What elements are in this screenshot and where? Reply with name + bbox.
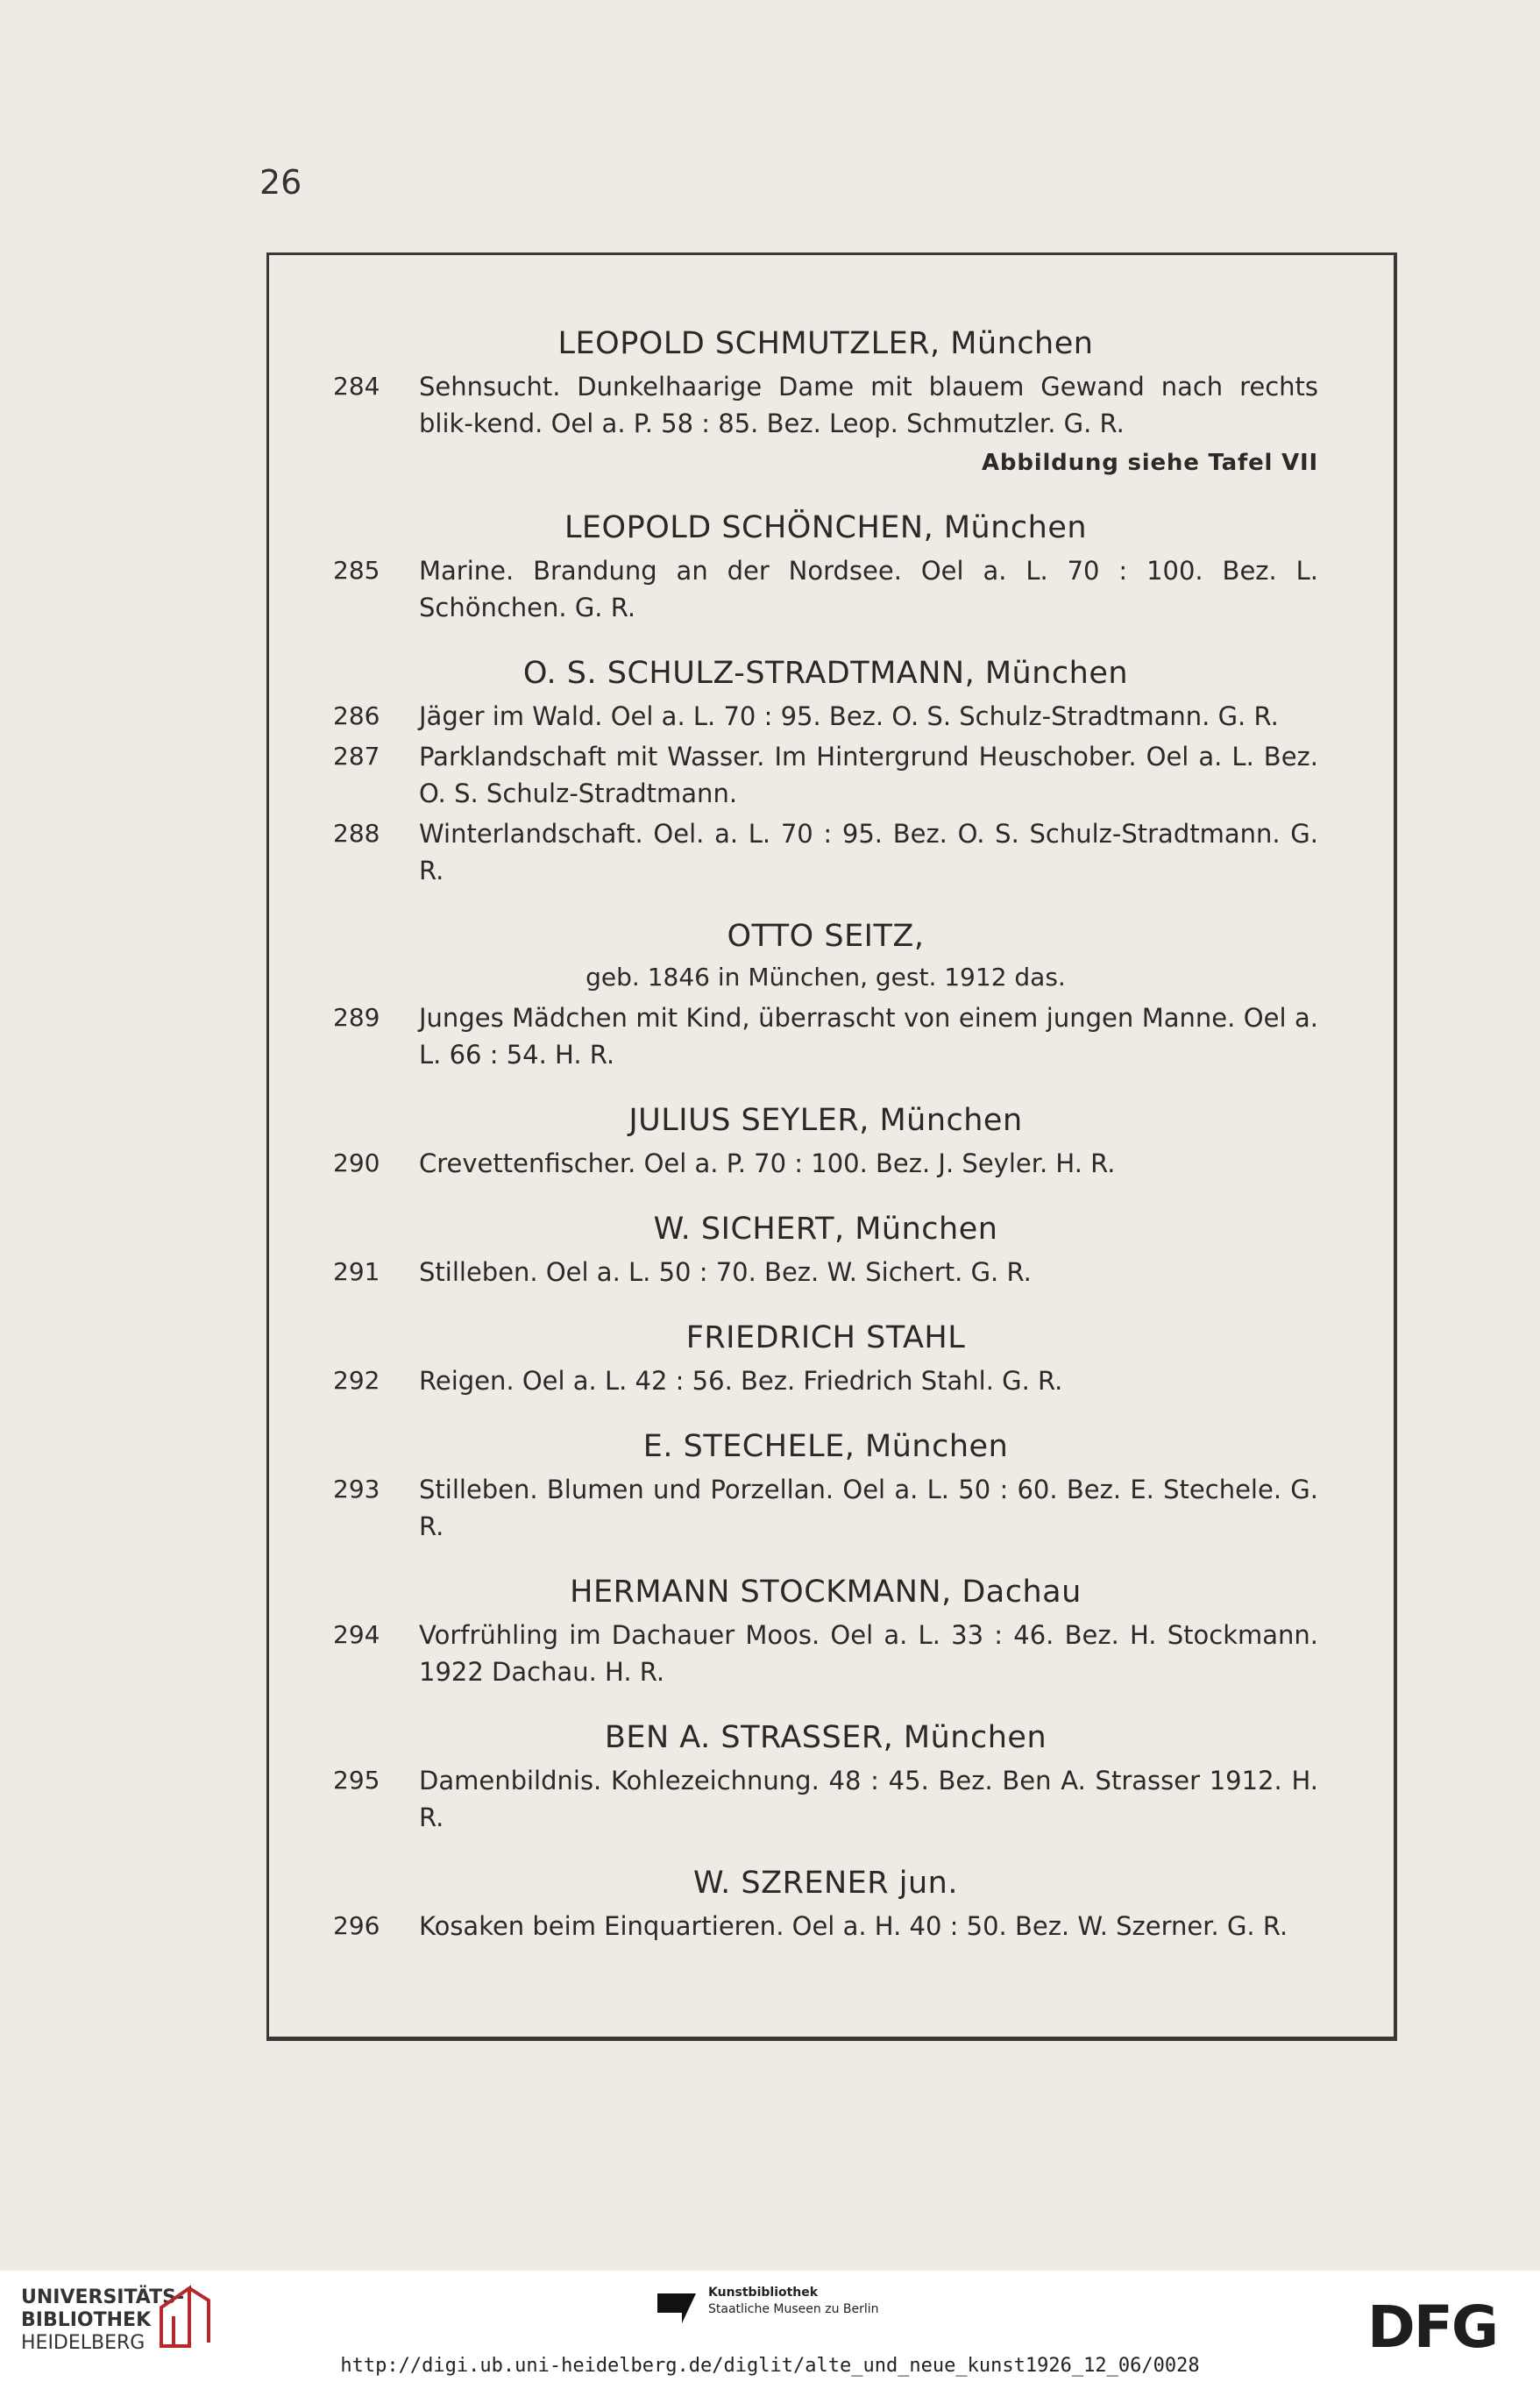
artist-heading: JULIUS SEYLER, München [628,1103,1023,1138]
kb-line1: Kunstbibliothek [708,2286,819,2300]
entry-description: Stilleben. Oel a. L. 50 : 70. Bez. W. Sichert. G. R. [419,1257,1032,1287]
catalog-entry [333,1762,1318,1836]
entry-number: 292 [333,1366,380,1395]
artist-heading: FRIEDRICH STAHL [685,1320,966,1355]
ub-logo-mark-icon [154,2281,216,2353]
source-url[interactable]: http://digi.ub.uni-heidelberg.de/diglit/alte_und_neue_kunst1926_12_06/0028 [340,2355,1200,2377]
catalog-entry [333,552,1318,626]
entry-number: 293 [333,1475,380,1504]
entry-description: Reigen. Oel a. L. 42 : 56. Bez. Friedrich Stahl. G. R. [419,1366,1063,1396]
illustration-note: Abbildung siehe Tafel VII [982,450,1318,476]
artist-heading: LEOPOLD SCHÖNCHEN, München [564,510,1088,545]
catalog-entry [333,1362,1318,1399]
catalog-content [333,324,1318,1945]
catalog-entry [333,368,1318,442]
catalog-entry [333,999,1318,1073]
catalog-entry [333,815,1318,889]
catalog-entry [333,1471,1318,1545]
entry-description: Jäger im Wald. Oel a. L. 70 : 95. Bez. O. S. Schulz-Stradtmann. G. R. [419,701,1279,731]
entry-number: 288 [333,819,380,848]
entry-description: Kosaken beim Einquartieren. Oel a. H. 40 : 50. Bez. W. Szerner. G. R. [419,1911,1288,1941]
entry-description: Marine. Brandung an der Nordsee. Oel a. L. 70 : 100. Bez. L. Schönchen. G. R. [419,556,1318,622]
entry-number: 294 [333,1620,380,1649]
entry-description: Parklandschaft mit Wasser. Im Hintergrund Heuschober. Oel a. L. Bez. O. S. Schulz-Stradtmann. [419,742,1318,808]
kb-line2: Staatliche Museen zu Berlin [708,2302,879,2316]
catalog-entry [333,698,1318,735]
entry-number: 295 [333,1766,380,1795]
entry-number: 296 [333,1911,380,1940]
catalog-entry [333,1145,1318,1182]
dfg-logo[interactable]: DFG [1367,2293,1498,2361]
entry-description: Sehnsucht. Dunkelhaarige Dame mit blauem Gewand nach rechts blik-kend. Oel a. P. 58 : 85. Bez. Leop. Schmutzler. G. R. [419,372,1318,438]
ub-logo-line3: HEIDELBERG [21,2332,145,2354]
entry-description: Crevettenfischer. Oel a. P. 70 : 100. Bez. J. Seyler. H. R. [419,1148,1116,1178]
entry-description: Damenbildnis. Kohlezeichnung. 48 : 45. Bez. Ben A. Strasser 1912. H. R. [419,1766,1318,1832]
entry-description: Vorfrühling im Dachauer Moos. Oel a. L. 33 : 46. Bez. H. Stockmann. 1922 Dachau. H. R. [419,1620,1318,1687]
artist-heading: OTTO SEITZ, [727,919,925,954]
artist-heading: BEN A. STRASSER, München [604,1720,1047,1755]
catalog-entry [333,1617,1318,1690]
kunstbibliothek-logo[interactable] [657,2285,879,2327]
ub-logo-line1: UNIVERSITÄTS- [21,2286,185,2308]
artist-heading: W. SICHERT, München [653,1212,998,1247]
entry-number: 291 [333,1257,380,1286]
artist-heading: HERMANN STOCKMANN, Dachau [570,1575,1082,1610]
catalog-entry [333,738,1318,812]
artist-subtitle: geb. 1846 in München, gest. 1912 das. [585,963,1066,992]
entry-description: Winterlandschaft. Oel. a. L. 70 : 95. Bez. O. S. Schulz-Stradtmann. G. R. [419,819,1318,885]
entry-number: 290 [333,1148,380,1177]
footer-bar [0,2271,1540,2382]
ub-logo-line2: BIBLIOTHEK [21,2309,152,2331]
entry-description: Junges Mädchen mit Kind, überrascht von einem jungen Manne. Oel a. L. 66 : 54. H. R. [419,1003,1318,1070]
artist-heading: W. SZRENER jun. [693,1866,958,1901]
entry-number: 285 [333,556,380,585]
artist-heading: LEOPOLD SCHMUTZLER, München [557,326,1094,361]
entry-number: 289 [333,1003,380,1032]
kunstbibliothek-mark-icon [657,2285,696,2327]
entry-description: Stilleben. Blumen und Porzellan. Oel a. L. 50 : 60. Bez. E. Stechele. G. R. [419,1475,1318,1541]
entry-number: 286 [333,701,380,730]
artist-heading: E. STECHELE, München [642,1429,1009,1464]
artist-heading: O. S. SCHULZ-STRADTMANN, München [522,656,1129,691]
entry-number: 284 [333,372,380,401]
catalog-entry [333,1908,1318,1945]
page-number: 26 [259,163,302,202]
catalog-entry [333,1254,1318,1291]
entry-number: 287 [333,742,380,771]
